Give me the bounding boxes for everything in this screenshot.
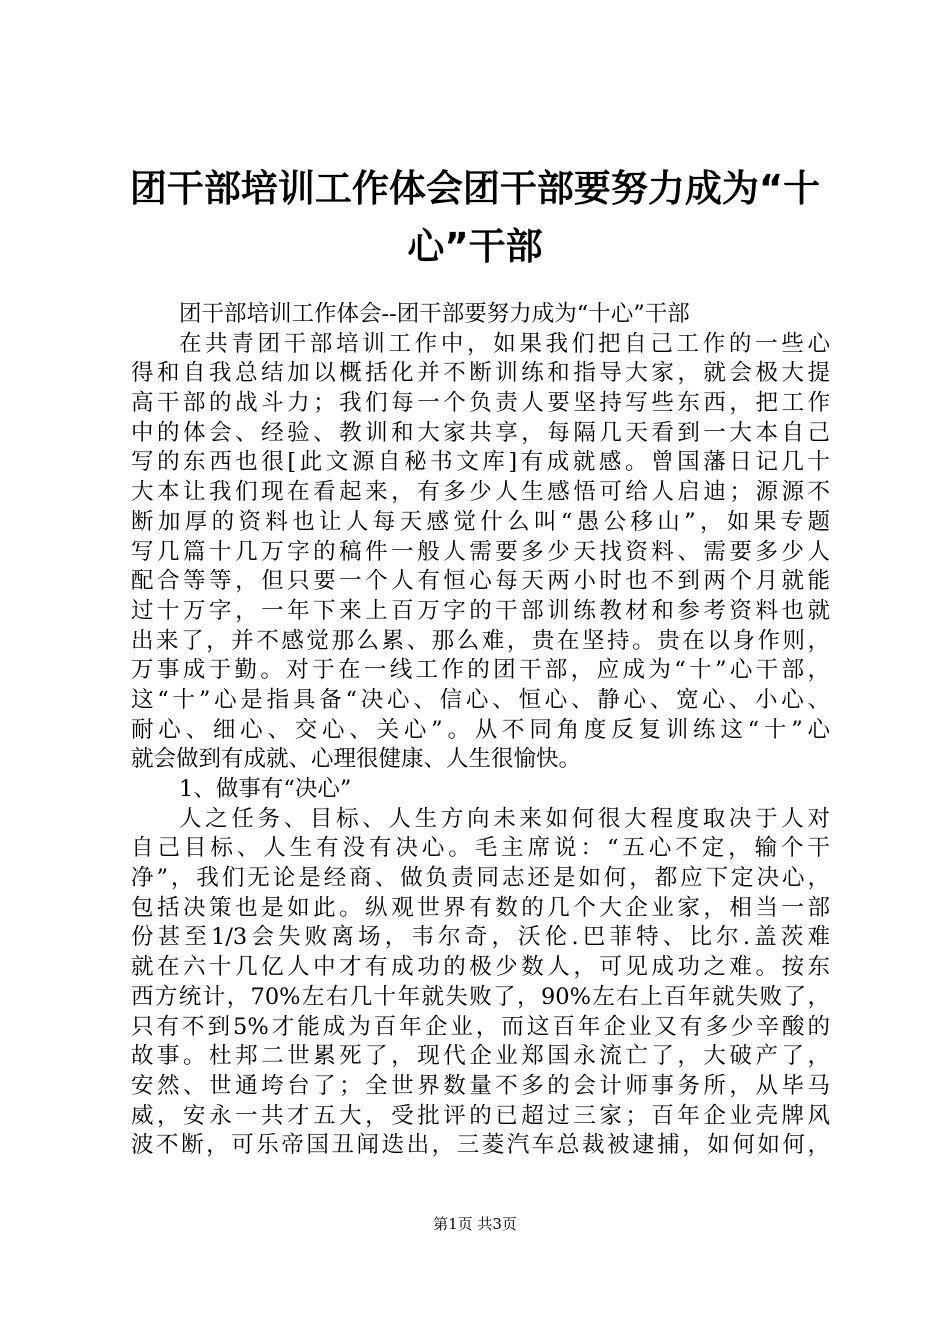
- body-line: 大本让我们现在看起来，有多少人生感悟可给人启迪；源源不: [131, 479, 830, 506]
- body-line: 在共青团干部培训工作中，如果我们把自己工作的一些心: [179, 330, 830, 357]
- document-body: [131, 300, 830, 1161]
- body-line: 断加厚的资料也让人每天感觉什么叫“愚公移山”，如果专题: [131, 508, 830, 535]
- body-line: 高干部的战斗力；我们每一个负责人要坚持写些东西，把工作: [131, 390, 830, 417]
- body-line: 故事。杜邦二世累死了，现代企业郑国永流亡了，大破产了，: [131, 1043, 830, 1070]
- body-line: 耐心、细心、交心、关心”。从不同角度反复训练这“十”心: [131, 716, 830, 743]
- body-line: 就在六十几亿人中才有成功的极少数人，可见成功之难。按东: [131, 954, 830, 981]
- body-line: 过十万字，一年下来上百万字的干部训练教材和参考资料也就: [131, 597, 830, 624]
- document-title: [90, 160, 860, 276]
- body-line: 只有不到5%才能成为百年企业，而这百年企业又有多少辛酸的: [131, 1013, 830, 1040]
- title-line-1: 团干部培训工作体会团干部要努力成为“十: [129, 167, 821, 210]
- body-line: 得和自我总结加以概括化并不断训练和指导大家，就会极大提: [131, 360, 830, 387]
- title-line-2: 心”干部: [407, 225, 543, 268]
- body-line: 就会做到有成就、心理很健康、人生很愉快。: [131, 746, 582, 773]
- body-line: 写几篇十几万字的稿件一般人需要多少天找资料、需要多少人: [131, 538, 830, 565]
- body-line: 份甚至1/3会失败离场，韦尔奇，沃伦.巴菲特、比尔.盖茨难: [131, 924, 830, 951]
- body-line: 万事成于勤。对于在一线工作的团干部，应成为“十”心干部，: [131, 657, 830, 684]
- page-footer: 第1页 共3页: [433, 1215, 517, 1233]
- body-line: 自己目标、人生有没有决心。毛主席说：“五心不定，输个干: [131, 835, 830, 862]
- body-line: 包括决策也是如此。纵观世界有数的几个大企业家，相当一部: [131, 894, 830, 921]
- body-line: 安然、世通垮台了；全世界数量不多的会计师事务所，从毕马: [131, 1072, 830, 1099]
- body-line: 波不断，可乐帝国丑闻迭出，三菱汽车总裁被逮捕，如何如何，: [131, 1132, 830, 1159]
- body-line: 威，安永一共才五大，受批评的已超过三家；百年企业壳牌风: [131, 1102, 830, 1129]
- body-line: 配合等等，但只要一个人有恒心每天两小时也不到两个月就能: [131, 568, 830, 595]
- body-line: 人之任务、目标、人生方向未来如何很大程度取决于人对: [179, 805, 830, 832]
- body-line: 西方统计，70%左右几十年就失败了，90%左右上百年就失败了，: [131, 983, 830, 1010]
- body-line: 这“十”心是指具备“决心、信心、恒心、静心、宽心、小心、: [131, 686, 830, 713]
- body-line: 中的体会、经验、教训和大家共享，每隔几天看到一大本自己: [131, 419, 830, 446]
- body-line: 写的东西也很[此文源自秘书文库]有成就感。曾国藩日记几十: [131, 449, 830, 476]
- body-line: 出来了，并不感觉那么累、那么难，贵在坚持。贵在以身作则，: [131, 627, 830, 654]
- body-line: 团干部培训工作体会--团干部要努力成为“十心”干部: [179, 301, 690, 327]
- body-line: 1、做事有“决心”: [179, 776, 352, 802]
- body-line: 净”，我们无论是经商、做负责同志还是如何，都应下定决心，: [131, 865, 830, 892]
